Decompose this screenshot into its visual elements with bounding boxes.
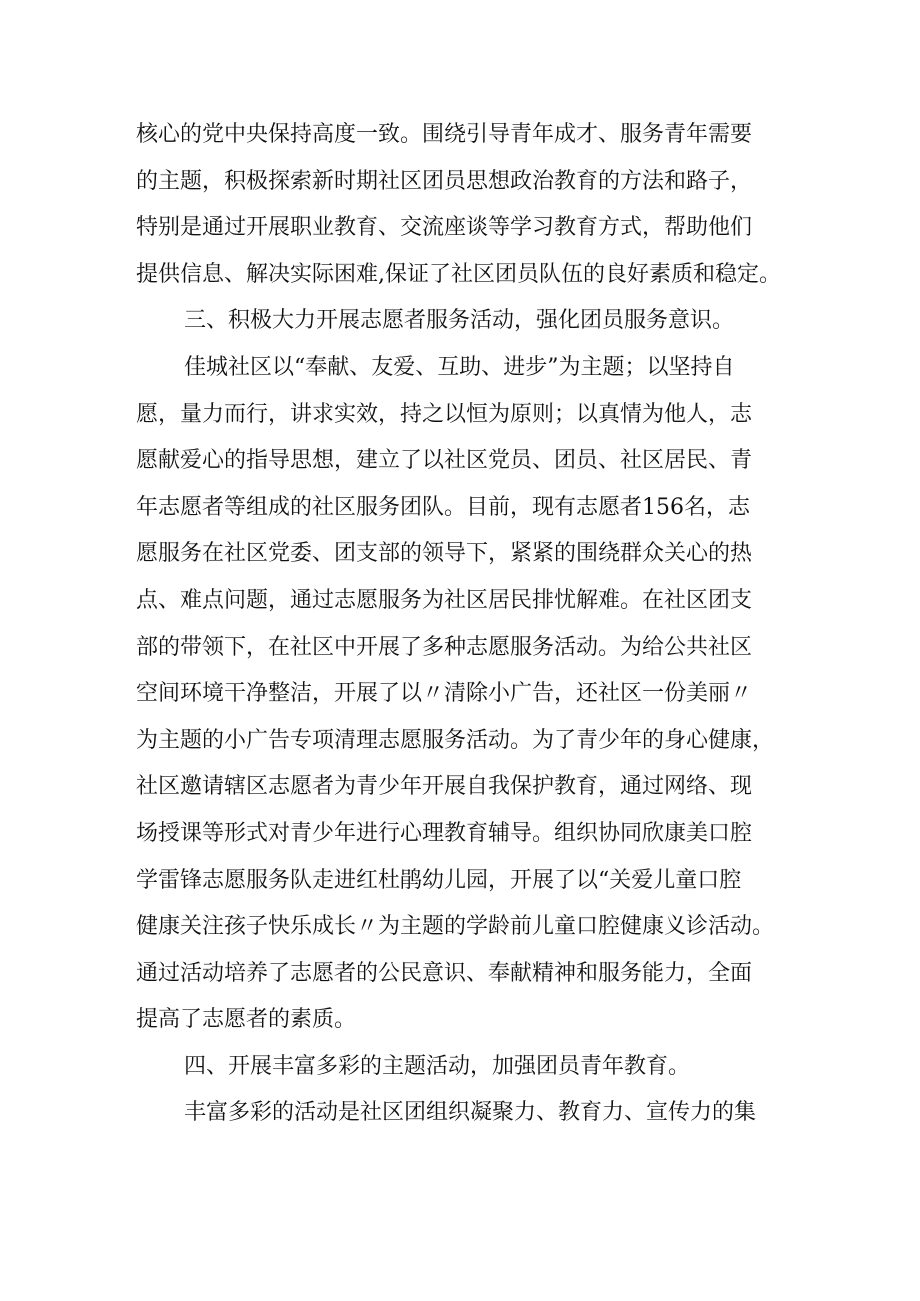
text-line-19: 通过活动培养了志愿者的公民意识、奉献精神和服务能力，全面 xyxy=(136,960,753,986)
text-line-7: 愿，量力而行，讲求实效，持之以恒为原则；以真情为他人，志 xyxy=(136,401,753,427)
section-heading-3: 三、积极大力开展志愿者服务活动，强化团员服务意识。 xyxy=(184,308,735,334)
text-line-13: 空间环境干净整洁，开展了以〃清除小广告，还社区一份美丽〃 xyxy=(136,681,753,707)
text-line-6: 佳城社区以“奉献、友爱、互助、进步”为主题；以坚持自 xyxy=(184,354,735,380)
text-line-10: 愿服务在社区党委、团支部的领导下，紧紧的围绕群众关心的热 xyxy=(136,541,753,567)
section-heading-4: 四、开展丰富多彩的主题活动，加强团员青年教育。 xyxy=(184,1053,691,1079)
text-line-17: 学雷锋志愿服务队走进红杜鹃幼儿园，开展了以“关爱儿童口腔 xyxy=(136,867,742,893)
text-line-22: 丰富多彩的活动是社区团组织凝聚力、教育力、宣传力的集 xyxy=(184,1100,757,1126)
text-line-12: 部的带领下，在社区中开展了多种志愿服务活动。为给公共社区 xyxy=(136,634,753,660)
document-body xyxy=(136,112,800,1137)
text-line-9: 年志愿者等组成的社区服务团队。目前，现有志愿者156名，志 xyxy=(136,494,750,520)
text-line-2: 的主题，积极探索新时期社区团员思想政治教育的方法和路子， xyxy=(136,168,753,194)
text-line-11: 点、难点问题，通过志愿服务为社区居民排忧解难。在社区团支 xyxy=(136,587,753,613)
text-line-4: 提供信息、解决实际困难,保证了社区团员队伍的良好素质和稳定。 xyxy=(136,261,781,287)
text-line-8: 愿献爱心的指导思想，建立了以社区党员、团员、社区居民、青 xyxy=(136,448,753,474)
text-line-14: 为主题的小广告专项清理志愿服务活动。为了青少年的身心健康， xyxy=(136,727,775,753)
text-line-20: 提高了志愿者的素质。 xyxy=(136,1007,357,1033)
text-line-3: 特别是通过开展职业教育、交流座谈等学习教育方式，帮助他们 xyxy=(136,215,753,241)
text-line-16: 场授课等形式对青少年进行心理教育辅导。组织协同欣康美口腔 xyxy=(136,820,753,846)
text-line-15: 社区邀请辖区志愿者为青少年开展自我保护教育，通过网络、现 xyxy=(136,774,753,800)
text-line-1: 核心的党中央保持高度一致。围绕引导青年成才、服务青年需要 xyxy=(136,122,753,147)
text-line-18: 健康关注孩子快乐成长〃为主题的学龄前儿童口腔健康义诊活动。 xyxy=(136,914,775,940)
